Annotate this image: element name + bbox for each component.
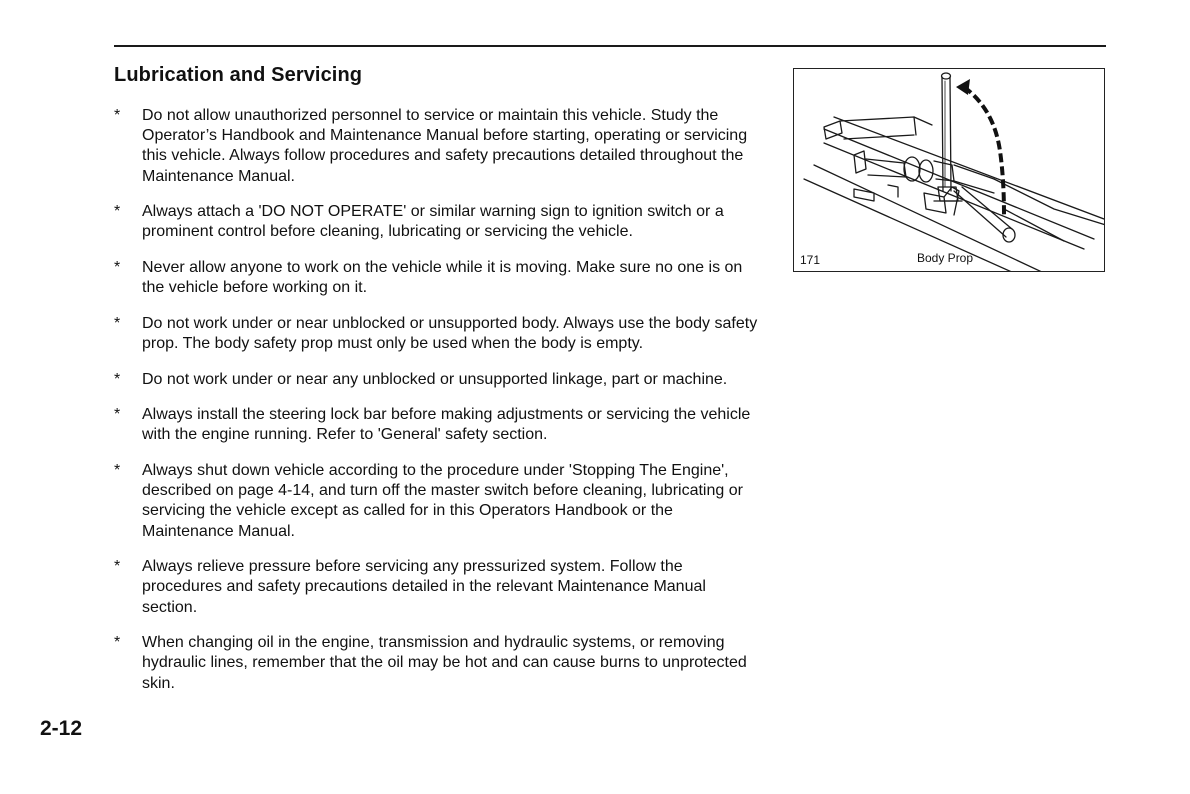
bullet-text: Always relieve pressure before servicing any pressurized system. Follow the procedures and safety precautions detailed in the relevant Maintenance Manual section. xyxy=(142,558,706,616)
safety-bullet-list xyxy=(114,106,764,709)
bullet-item-8 xyxy=(114,557,764,618)
page-number: 2-12 xyxy=(40,717,83,740)
bullet-text: Always attach a 'DO NOT OPERATE' or similar warning sign to ignition switch or a prominent control before cleaning, lubricating or servicing the vehicle. xyxy=(142,203,724,241)
bullet-item-1 xyxy=(114,106,764,187)
bullet-item-2 xyxy=(114,202,764,242)
section-heading: Lubrication and Servicing xyxy=(114,64,363,86)
body-prop-illustration-icon xyxy=(794,69,1105,272)
bullet-item-5 xyxy=(114,370,764,390)
bullet-text: Never allow anyone to work on the vehicle while it is moving. Make sure no one is on the vehicle before working on it. xyxy=(142,259,743,297)
figure-number: 171 xyxy=(800,253,821,267)
bullet-marker: * xyxy=(114,406,121,424)
bullet-text: Do not work under or near any unblocked or unsupported linkage, part or machine. xyxy=(142,370,728,388)
bullet-marker: * xyxy=(114,314,121,332)
bullet-marker: * xyxy=(114,461,121,479)
bullet-text: Always install the steering lock bar before making adjustments or servicing the vehicle with the engine running. Refer to 'General' safety section. xyxy=(142,406,751,444)
bullet-item-6 xyxy=(114,405,764,445)
bullet-marker: * xyxy=(114,558,121,576)
bullet-marker: * xyxy=(114,370,121,388)
bullet-item-7 xyxy=(114,461,764,542)
figure-caption: Body Prop xyxy=(917,251,974,265)
bullet-marker: * xyxy=(114,203,121,221)
bullet-text: Always shut down vehicle according to the procedure under 'Stopping The Engine', described on page 4-14, and turn off the master switch before cleaning, lubricating or servicing the vehicle except as called for in this Operators Handbook or the Maintenance Manual. xyxy=(142,461,743,540)
bullet-item-3 xyxy=(114,258,764,298)
bullet-text: Do not work under or near unblocked or unsupported body. Always use the body safety prop. The body safety prop must only be used when the body is empty. xyxy=(142,314,758,352)
bullet-marker: * xyxy=(114,634,121,652)
bullet-item-4 xyxy=(114,314,764,354)
figure-body-prop xyxy=(793,68,1105,272)
bullet-marker: * xyxy=(114,107,121,124)
bullet-text: When changing oil in the engine, transmission and hydraulic systems, or removing hydraulic lines, remember that the oil may be hot and can cause burns to unprotected skin. xyxy=(142,634,747,692)
bullet-text: Do not allow unauthorized personnel to service or maintain this vehicle. Study the Operator’s Handbook and Maintenance Manual before starting, operating or servicing this vehicle. Always follow procedures and safety precautions detailed throughout the Maintenance Manual. xyxy=(142,107,748,185)
header-rule xyxy=(114,45,1106,47)
bullet-marker: * xyxy=(114,259,121,276)
bullet-item-9 xyxy=(114,633,764,694)
